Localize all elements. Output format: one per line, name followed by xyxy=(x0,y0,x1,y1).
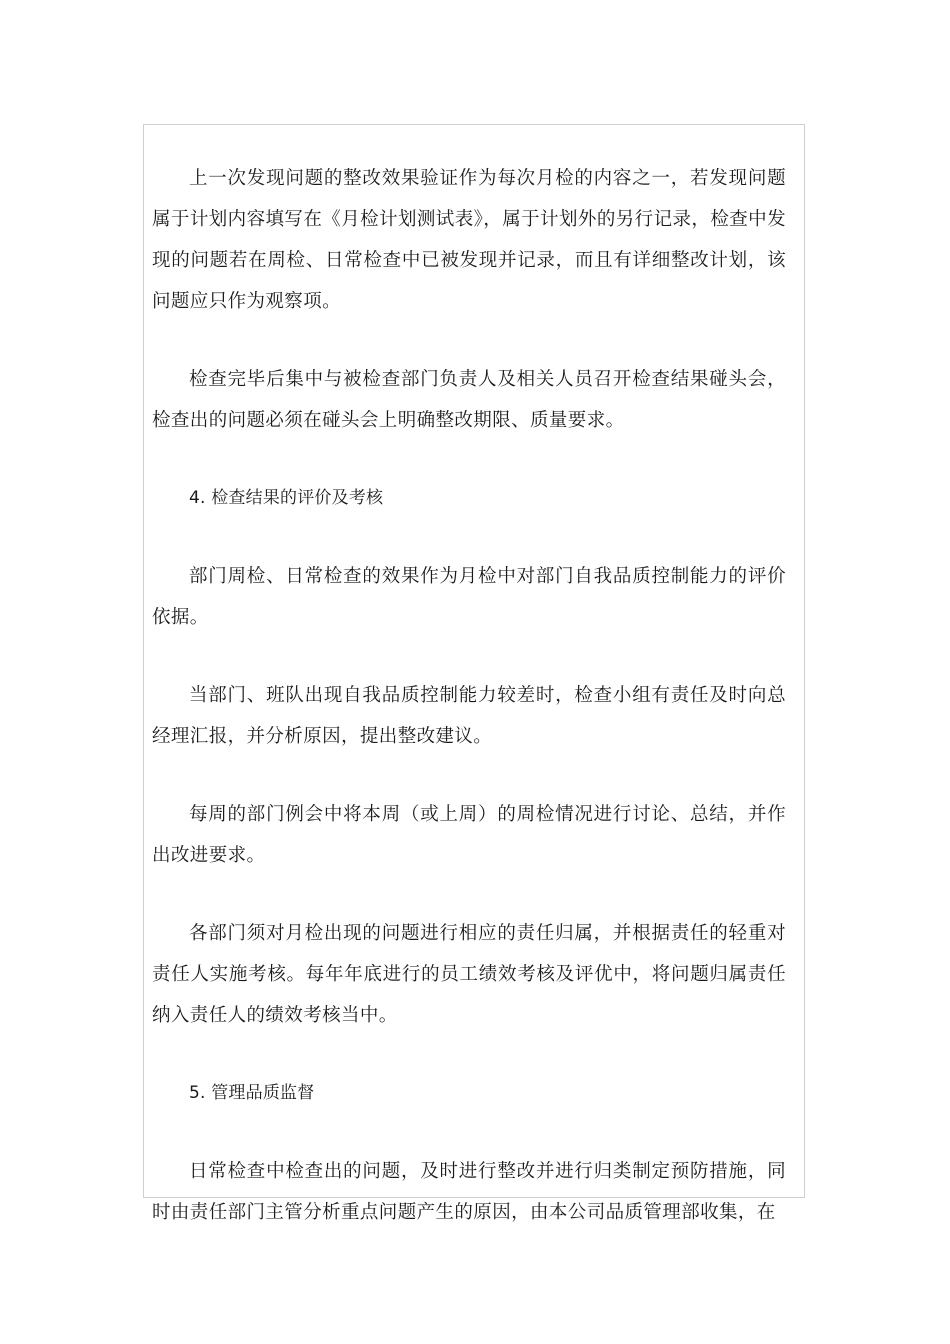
section-heading-quality-supervision: 5. 管理品质监督 xyxy=(189,1083,315,1103)
paragraph-gap xyxy=(152,876,786,913)
paragraph-gap xyxy=(152,1036,786,1073)
paragraph-debrief-meeting: 检查完毕后集中与被检查部门负责人及相关人员召开检查结果碰头会，检查出的问题必须在碰头会上明确整改期限、质量要求。 xyxy=(152,369,786,431)
section-heading-evaluation: 4. 检查结果的评价及考核 xyxy=(189,488,384,508)
paragraph-gap xyxy=(152,1114,786,1151)
paragraph-gap xyxy=(152,322,786,359)
paragraph-report-manager: 当部门、班队出现自我品质控制能力较差时，检查小组有责任及时向总经理汇报，并分析原因，提出整改建议。 xyxy=(152,685,786,747)
paragraph-evaluation-basis: 部门周检、日常检查的效果作为月检中对部门自我品质控制能力的评价依据。 xyxy=(152,566,786,628)
paragraph-verification: 上一次发现问题的整改效果验证作为每次月检的内容之一，若发现问题属于计划内容填写在《月检计划测试表》，属于计划外的另行记录，检查中发现的问题若在周检、日常检查中已被发现并记录，而且有详细整改计划，该问题应只作为观察项。 xyxy=(152,168,786,312)
paragraph-gap xyxy=(152,441,786,478)
document-page xyxy=(143,124,805,1223)
paragraph-daily-issues: 日常检查中检查出的问题，及时进行整改并进行归类制定预防措施，同时由责任部门主管分析重点问题产生的原因，由本公司品质管理部收集，在 xyxy=(152,1161,786,1223)
paragraph-gap xyxy=(152,638,786,675)
document-body xyxy=(152,158,786,1233)
paragraph-gap xyxy=(152,757,786,794)
paragraph-gap xyxy=(152,519,786,556)
paragraph-weekly-meeting: 每周的部门例会中将本周（或上周）的周检情况进行讨论、总结，并作出改进要求。 xyxy=(152,804,786,866)
paragraph-responsibility: 各部门须对月检出现的问题进行相应的责任归属，并根据责任的轻重对责任人实施考核。每年年底进行的员工绩效考核及评优中，将问题归属责任纳入责任人的绩效考核当中。 xyxy=(152,923,786,1026)
